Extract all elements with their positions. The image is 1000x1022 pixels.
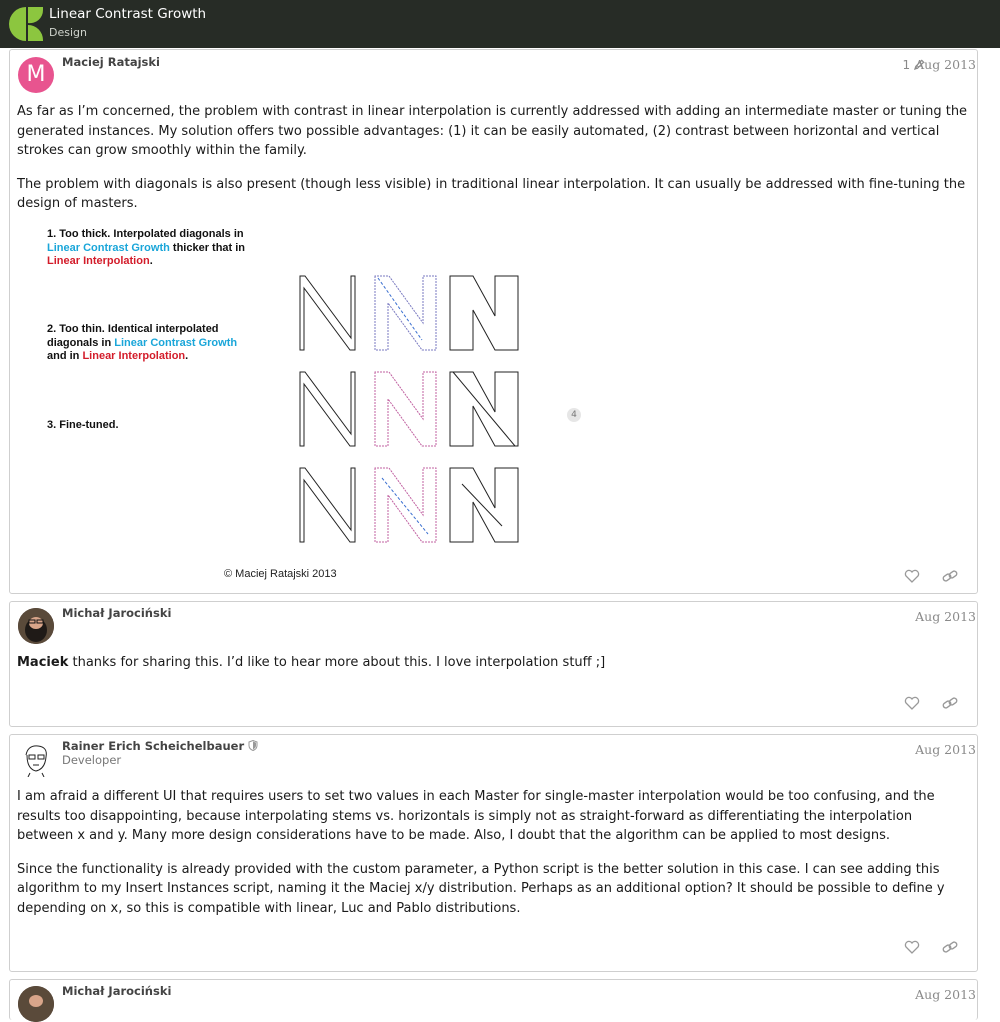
paragraph: The problem with diagonals is also present (though less visible) in traditional linear interpolation. It can usually be addressed with fine-tuning the design of masters. [17, 176, 966, 211]
username-text: Rainer Erich Scheichelbauer [62, 739, 245, 753]
post-date[interactable]: Aug 2013 [915, 609, 976, 624]
share-link-icon[interactable] [941, 938, 959, 956]
user-mention: Maciek [17, 655, 69, 670]
figure-caption-2: 2. Too thin. Identical interpolated diagonals in Linear Contrast Growth and in Linear Interpolation. [47, 323, 238, 362]
site-logo-icon[interactable] [8, 6, 44, 42]
avatar-image [18, 986, 54, 1022]
shield-icon [248, 740, 258, 751]
user-title: Developer [62, 753, 122, 767]
post [9, 734, 978, 972]
username[interactable]: Michał Jarociński [62, 984, 172, 998]
paragraph: I am afraid a different UI that requires users to set two values in each Master for single-master interpolation would be too confusing, and the results too disappointing, because interpolating stems vs. horizontals is simply not as straight-forward as differentiating the interpolation between x and y. Many more design considerations have to be made. Also, I doubt that the algorithm can be applied to most designs. [17, 789, 935, 843]
link-click-count-badge: 4 [567, 408, 581, 422]
username[interactable] [62, 739, 258, 753]
post-body [17, 653, 972, 673]
figure-copyright: © Maciej Ratajski 2013 [224, 568, 337, 580]
post-date[interactable]: Aug 2013 [915, 57, 976, 72]
username[interactable]: Maciej Ratajski [62, 55, 160, 69]
figure-image[interactable] [47, 222, 607, 587]
avatar-letter: M [26, 62, 46, 87]
paragraph: As far as I’m concerned, the problem with contrast in linear interpolation is currently addressed with adding an intermediate master or tuning the generated instances. My solution offers two possible advantages: (1) it can be easily automated, (2) contrast between horizontal and vertical strokes can grow smoothly within the family. [17, 104, 968, 158]
interpolation-n-glyphs [290, 268, 530, 548]
paragraph [17, 653, 972, 673]
heart-icon[interactable] [903, 567, 921, 585]
post-date[interactable]: Aug 2013 [915, 742, 976, 757]
paragraph: Since the functionality is already provided with the custom parameter, a Python script is the better solution in this case. I can see adding this algorithm to my Insert Instances script, naming it the Maciej x/y distribution. Perhaps as an additional option? It should be possible to define y depending on x, so this is compatible with linear, Luc and Pablo distributions. [17, 861, 945, 916]
post-body [17, 787, 972, 918]
post-text: thanks for sharing this. I’d like to hear more about this. I love interpolation stuff ;] [72, 655, 606, 670]
topic-category[interactable]: Design [49, 26, 87, 39]
avatar[interactable] [18, 608, 54, 644]
username[interactable]: Michał Jarociński [62, 606, 172, 620]
heart-icon[interactable] [903, 938, 921, 956]
post [9, 49, 978, 594]
heart-icon[interactable] [903, 694, 921, 712]
avatar-image [18, 608, 54, 644]
figure-caption-1: 1. Too thick. Interpolated diagonals in Linear Contrast Growth thicker that in Linear Interpolation. [47, 228, 246, 267]
avatar[interactable] [18, 986, 54, 1022]
post-date[interactable]: Aug 2013 [915, 987, 976, 1002]
edit-count: 1 [902, 58, 911, 72]
site-header [0, 0, 1000, 48]
post [9, 601, 978, 727]
topic-title[interactable]: Linear Contrast Growth [49, 6, 207, 22]
share-link-icon[interactable] [941, 694, 959, 712]
share-link-icon[interactable] [941, 567, 959, 585]
post-body [17, 102, 972, 214]
figure-caption-3: 3. Fine-tuned. [47, 419, 119, 431]
avatar[interactable] [18, 741, 54, 777]
avatar-image [18, 741, 54, 777]
avatar[interactable] [18, 57, 54, 93]
